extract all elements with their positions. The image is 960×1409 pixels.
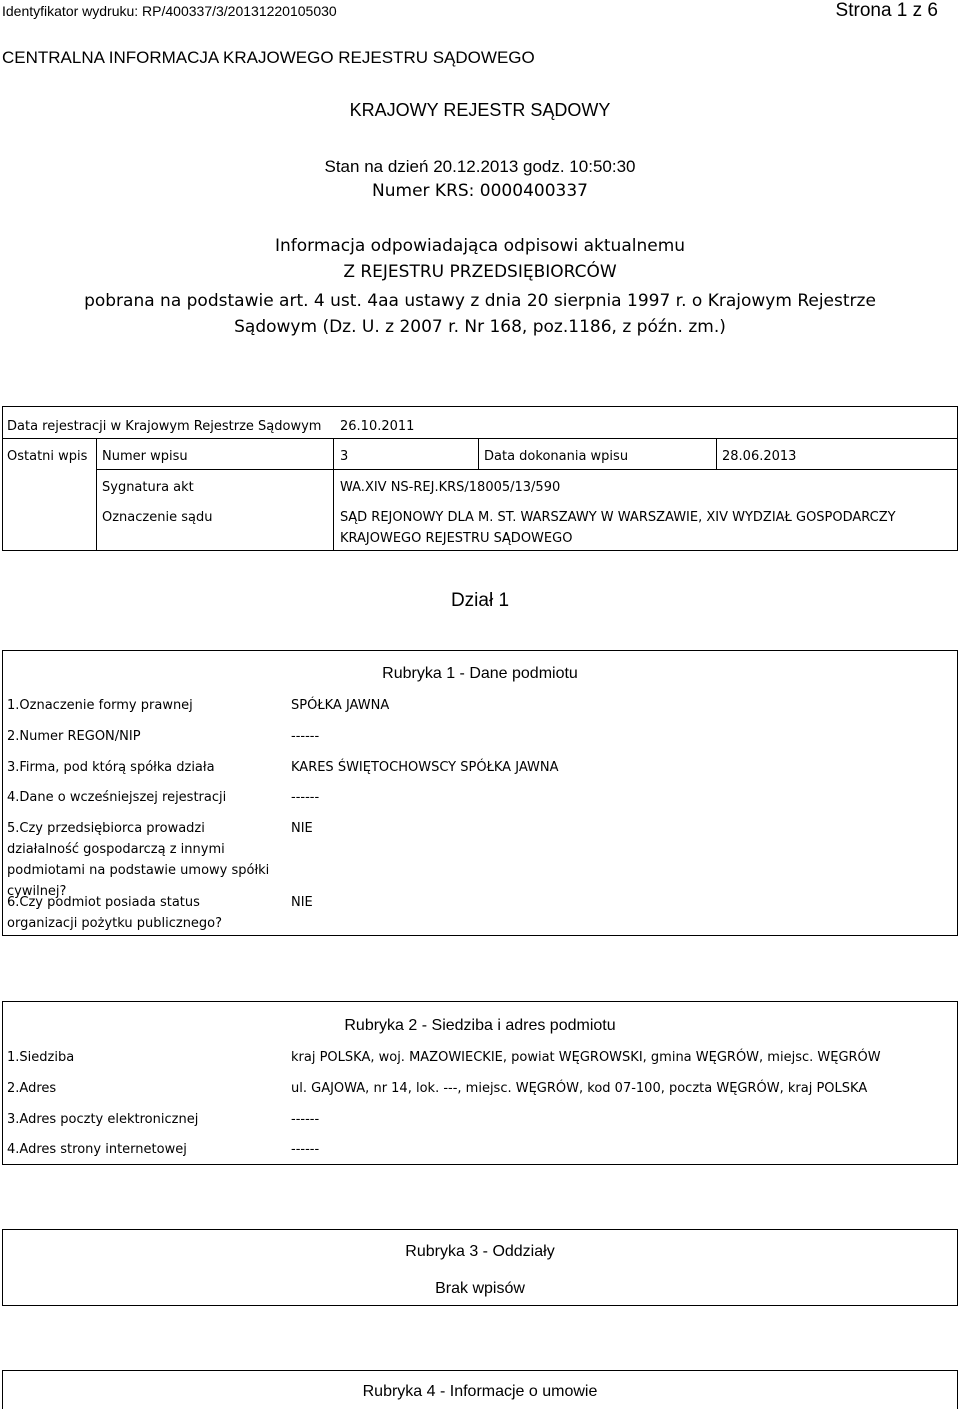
divider (333, 469, 334, 551)
reg-date-label: Data rejestracji w Krajowym Rejestrze Sądowym (7, 419, 322, 434)
field-label: 6.Czy podmiot posiada status organizacji pożytku publicznego? (7, 895, 223, 931)
court-value: SĄD REJONOWY DLA M. ST. WARSZAWY W WARSZAWIE, XIV WYDZIAŁ GOSPODARCZY KRAJOWEGO REJESTRU SĄDOWEGO (340, 510, 896, 546)
section-title: Dział 1 (450, 590, 510, 611)
rubryka-4-title: Rubryka 4 - Informacje o umowie (362, 1383, 598, 1400)
page-number: Strona 1 z 6 (835, 0, 938, 21)
field-label: 2.Adres (7, 1081, 57, 1096)
field-label: 4.Dane o wcześniejszej rejestracji (7, 790, 227, 805)
rubryka-3-title: Rubryka 3 - Oddziały (405, 1243, 555, 1260)
signature-label: Sygnatura akt (102, 480, 194, 495)
field-label: 3.Firma, pod którą spółka działa (7, 760, 215, 775)
field-value: ------ (291, 790, 320, 805)
divider (2, 438, 958, 439)
state-date: Stan na dzień 20.12.2013 godz. 10:50:30 (324, 157, 636, 176)
entry-number-label: Numer wpisu (102, 449, 188, 464)
registry-title: KRAJOWY REJESTR SĄDOWY (349, 100, 611, 120)
field-value: NIE (291, 821, 313, 836)
field-label: 1.Oznaczenie formy prawnej (7, 698, 193, 713)
rubryka-1-title: Rubryka 1 - Dane podmiotu (382, 665, 578, 682)
divider (96, 438, 97, 551)
print-identifier: Identyfikator wydruku: RP/400337/3/20131220105030 (2, 3, 337, 19)
rubryka-2-title: Rubryka 2 - Siedziba i adres podmiotu (344, 1017, 616, 1034)
legal-basis: pobrana na podstawie art. 4 ust. 4aa ustawy z dnia 20 sierpnia 1997 r. o Krajowym Rejestrze Sądowym (Dz. U. z 2007 r. Nr 168, poz.1186, z późn. zm.) (84, 291, 876, 337)
last-entry-label: Ostatni wpis (7, 449, 88, 464)
field-value: ------ (291, 1142, 320, 1157)
field-value: SPÓŁKA JAWNA (291, 698, 390, 713)
field-value: ------ (291, 729, 320, 744)
info-line-1: Informacja odpowiadająca odpisowi aktualnemu (274, 236, 686, 256)
reg-date-value: 26.10.2011 (340, 419, 415, 434)
divider (96, 469, 958, 470)
field-label: 5.Czy przedsiębiorca prowadzi działalność gospodarczą z innymi podmiotami na podstawie umowy spółki cywilnej? (7, 821, 270, 899)
entry-number-value: 3 (340, 449, 349, 464)
divider (478, 438, 479, 469)
field-value: ul. GAJOWA, nr 14, lok. ---, miejsc. WĘGRÓW, kod 07-100, poczta WĘGRÓW, kraj POLSKA (291, 1081, 868, 1096)
court-label: Oznaczenie sądu (102, 510, 213, 525)
organization-name: CENTRALNA INFORMACJA KRAJOWEGO REJESTRU SĄDOWEGO (2, 48, 535, 67)
entry-date-label: Data dokonania wpisu (484, 449, 629, 464)
info-line-2: Z REJESTRU PRZEDSIĘBIORCÓW (343, 262, 617, 282)
divider (716, 438, 717, 469)
empty-entries: Brak wpisów (435, 1280, 525, 1297)
field-label: 2.Numer REGON/NIP (7, 729, 141, 744)
signature-value: WA.XIV NS-REJ.KRS/18005/13/590 (340, 480, 561, 495)
field-value: NIE (291, 895, 313, 910)
field-value: kraj POLSKA, woj. MAZOWIECKIE, powiat WĘGROWSKI, gmina WĘGRÓW, miejsc. WĘGRÓW (291, 1050, 881, 1065)
field-label: 1.Siedziba (7, 1050, 75, 1065)
krs-number: Numer KRS: 0000400337 (372, 181, 588, 201)
field-label: 4.Adres strony internetowej (7, 1142, 187, 1157)
entry-date-value: 28.06.2013 (722, 449, 797, 464)
field-label: 3.Adres poczty elektronicznej (7, 1112, 199, 1127)
field-value: ------ (291, 1112, 320, 1127)
divider (333, 438, 334, 469)
field-value: KARES ŚWIĘTOCHOWSCY SPÓŁKA JAWNA (291, 760, 559, 775)
